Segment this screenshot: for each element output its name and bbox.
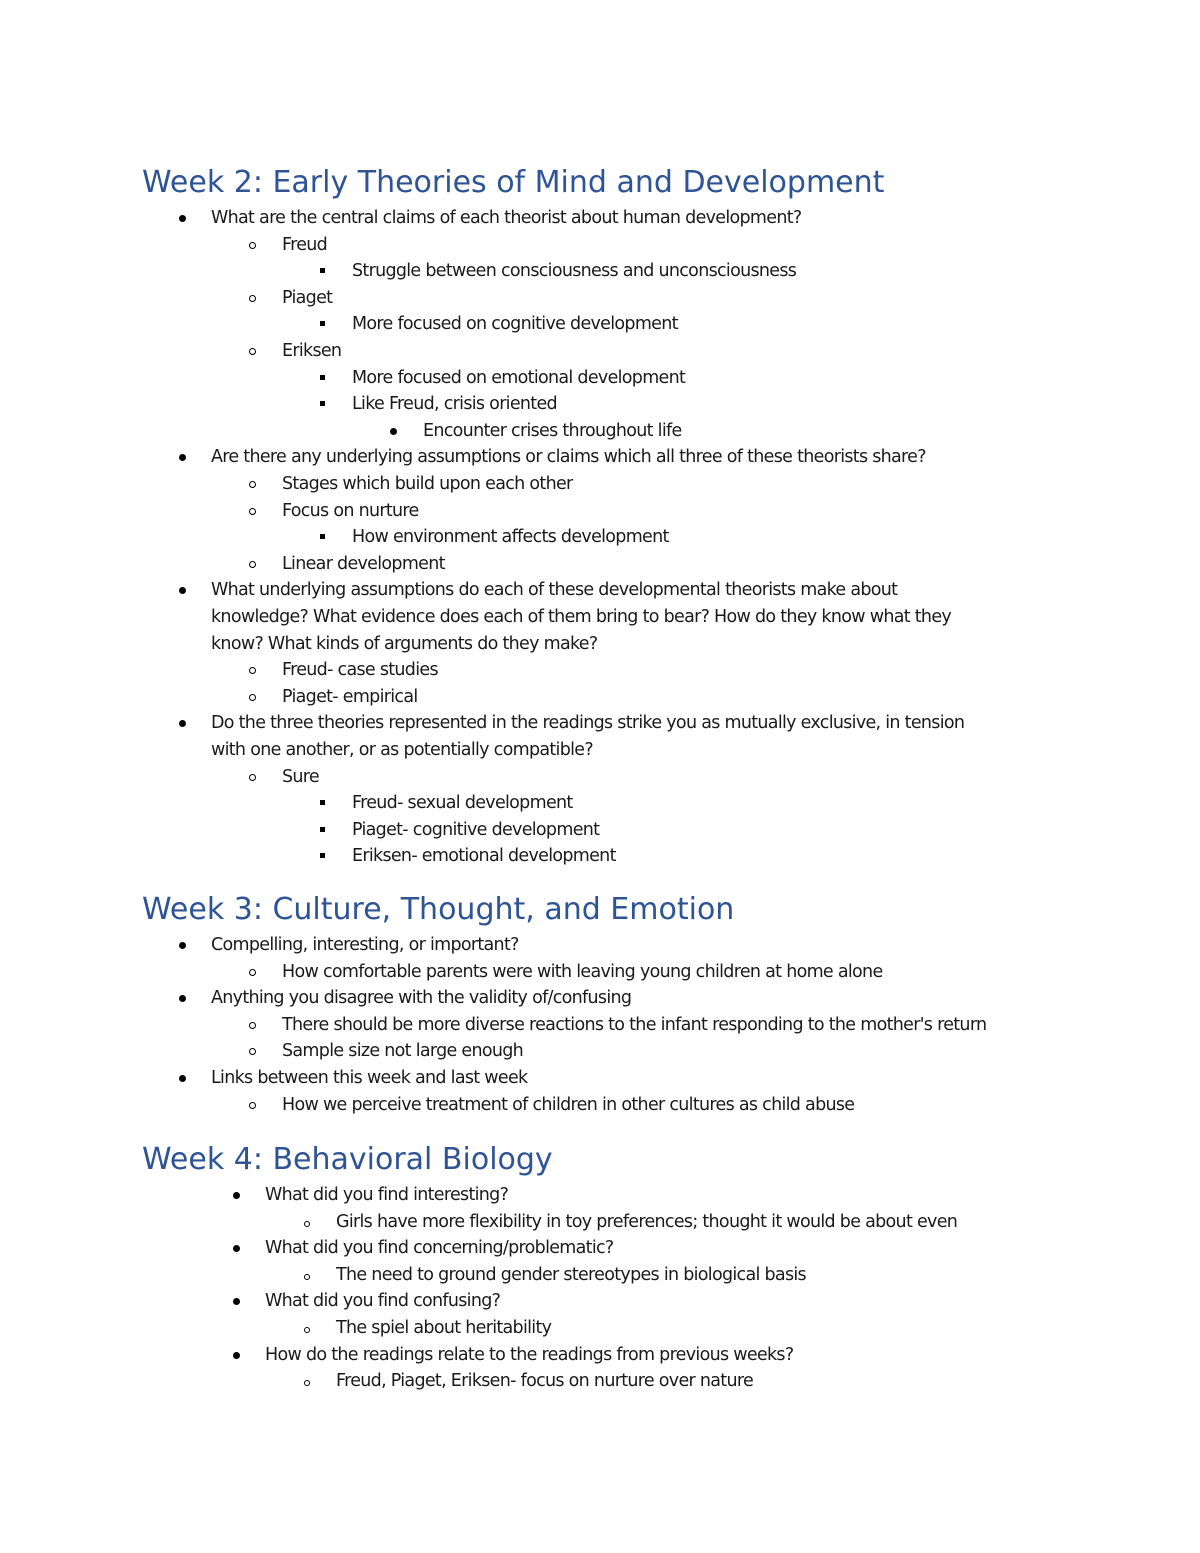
bullet-marker-icon xyxy=(243,1038,267,1065)
list-item-text: Do the three theories represented in the readings strike you as mutually exclusive, in tension xyxy=(211,713,965,734)
bullet-marker-icon xyxy=(298,1315,322,1342)
bullet-marker-icon xyxy=(313,843,337,870)
list-item-text: Sample size not large enough xyxy=(282,1041,524,1062)
list-item-text: Sure xyxy=(282,766,319,787)
list-item-text: Eriksen- emotional development xyxy=(352,846,616,867)
list-item-text: What did you find confusing? xyxy=(265,1291,501,1312)
bullet-marker-icon xyxy=(313,790,337,817)
list-item-text: Freud- case studies xyxy=(282,660,438,681)
list-item-text: There should be more diverse reactions to the infant responding to the mother's return xyxy=(282,1014,987,1035)
bullet-marker-icon xyxy=(226,1182,250,1209)
bullet-marker-icon xyxy=(172,444,196,471)
bullet-marker-icon xyxy=(243,285,267,312)
bullet-marker-icon xyxy=(243,338,267,365)
list-item-text: knowledge? What evidence does each of them bring to bear? How do they know what they xyxy=(211,607,952,627)
list-item-text: How environment affects development xyxy=(352,527,669,548)
bullet-marker-icon xyxy=(313,365,337,392)
bullet-marker-icon xyxy=(243,232,267,259)
bullet-marker-icon xyxy=(313,524,337,551)
bullet-marker-icon xyxy=(243,551,267,578)
section-heading: Week 4: Behavioral Biology xyxy=(142,1142,553,1177)
bullet-marker-icon xyxy=(172,205,196,232)
list-item-text: What underlying assumptions do each of these developmental theorists make about xyxy=(211,580,898,601)
bullet-marker-icon xyxy=(313,391,337,418)
list-item-text: know? What kinds of arguments do they make? xyxy=(211,633,598,654)
list-item-text: Stages which build upon each other xyxy=(282,474,573,494)
bullet-marker-icon xyxy=(243,471,267,498)
bullet-marker-icon xyxy=(226,1288,250,1315)
list-item-text: The need to ground gender stereotypes in biological basis xyxy=(336,1264,806,1285)
bullet-marker-icon xyxy=(313,817,337,844)
bullet-marker-icon xyxy=(243,498,267,525)
bullet-marker-icon xyxy=(172,932,196,959)
bullet-marker-icon xyxy=(243,764,267,791)
list-item-text: How do the readings relate to the readings from previous weeks? xyxy=(265,1344,794,1365)
bullet-marker-icon xyxy=(243,959,267,986)
list-item-text: What did you find concerning/problematic? xyxy=(265,1238,614,1259)
list-item-text: Linear development xyxy=(282,553,445,574)
bullet-marker-icon xyxy=(313,258,337,285)
bullet-marker-icon xyxy=(243,657,267,684)
list-item-text: Like Freud, crisis oriented xyxy=(352,394,557,415)
list-item-text: How we perceive treatment of children in other cultures as child abuse xyxy=(282,1094,855,1115)
list-item-text: Encounter crises throughout life xyxy=(423,420,682,441)
bullet-marker-icon xyxy=(172,577,196,604)
list-item-text: Eriksen xyxy=(282,341,342,361)
bullet-marker-icon xyxy=(172,985,196,1012)
list-item-text: Girls have more flexibility in toy preferences; thought it would be about even xyxy=(336,1211,958,1232)
bullet-marker-icon xyxy=(243,1012,267,1039)
bullet-marker-icon xyxy=(298,1262,322,1289)
list-item-text: Compelling, interesting, or important? xyxy=(211,935,519,955)
list-item-text: Freud, Piaget, Eriksen- focus on nurture over nature xyxy=(336,1371,754,1392)
bullet-marker-icon xyxy=(383,418,407,445)
bullet-marker-icon xyxy=(243,684,267,711)
section-heading: Week 3: Culture, Thought, and Emotion xyxy=(142,892,735,927)
list-item-text: What are the central claims of each theorist about human development? xyxy=(211,208,802,228)
list-item-text: Piaget- cognitive development xyxy=(352,819,600,840)
list-item-text: What did you find interesting? xyxy=(265,1185,509,1205)
list-item-text: Anything you disagree with the validity of/confusing xyxy=(211,988,632,1009)
list-item-text: with one another, or as potentially compatible? xyxy=(211,740,593,760)
list-item-text: Struggle between consciousness and unconsciousness xyxy=(352,261,797,282)
section-heading: Week 2: Early Theories of Mind and Development xyxy=(142,165,885,200)
list-item-text: More focused on cognitive development xyxy=(352,314,678,335)
list-item-text: The spiel about heritability xyxy=(336,1318,552,1338)
list-item-text: Freud xyxy=(282,234,328,255)
list-item-text: Freud- sexual development xyxy=(352,793,573,814)
bullet-marker-icon xyxy=(313,311,337,338)
bullet-marker-icon xyxy=(172,710,196,737)
bullet-marker-icon xyxy=(298,1209,322,1236)
list-item-text: More focused on emotional development xyxy=(352,367,686,388)
bullet-marker-icon xyxy=(243,1092,267,1119)
bullet-marker-icon xyxy=(298,1368,322,1395)
list-item-text: Links between this week and last week xyxy=(211,1068,528,1088)
list-item-text: Focus on nurture xyxy=(282,500,419,521)
bullet-marker-icon xyxy=(226,1235,250,1262)
bullet-marker-icon xyxy=(226,1342,250,1369)
list-item-text: How comfortable parents were with leaving young children at home alone xyxy=(282,961,883,982)
list-item-text: Are there any underlying assumptions or claims which all three of these theorists share? xyxy=(211,447,926,468)
list-item-text: Piaget- empirical xyxy=(282,686,418,707)
bullet-marker-icon xyxy=(172,1065,196,1092)
list-item-text: Piaget xyxy=(282,287,333,308)
